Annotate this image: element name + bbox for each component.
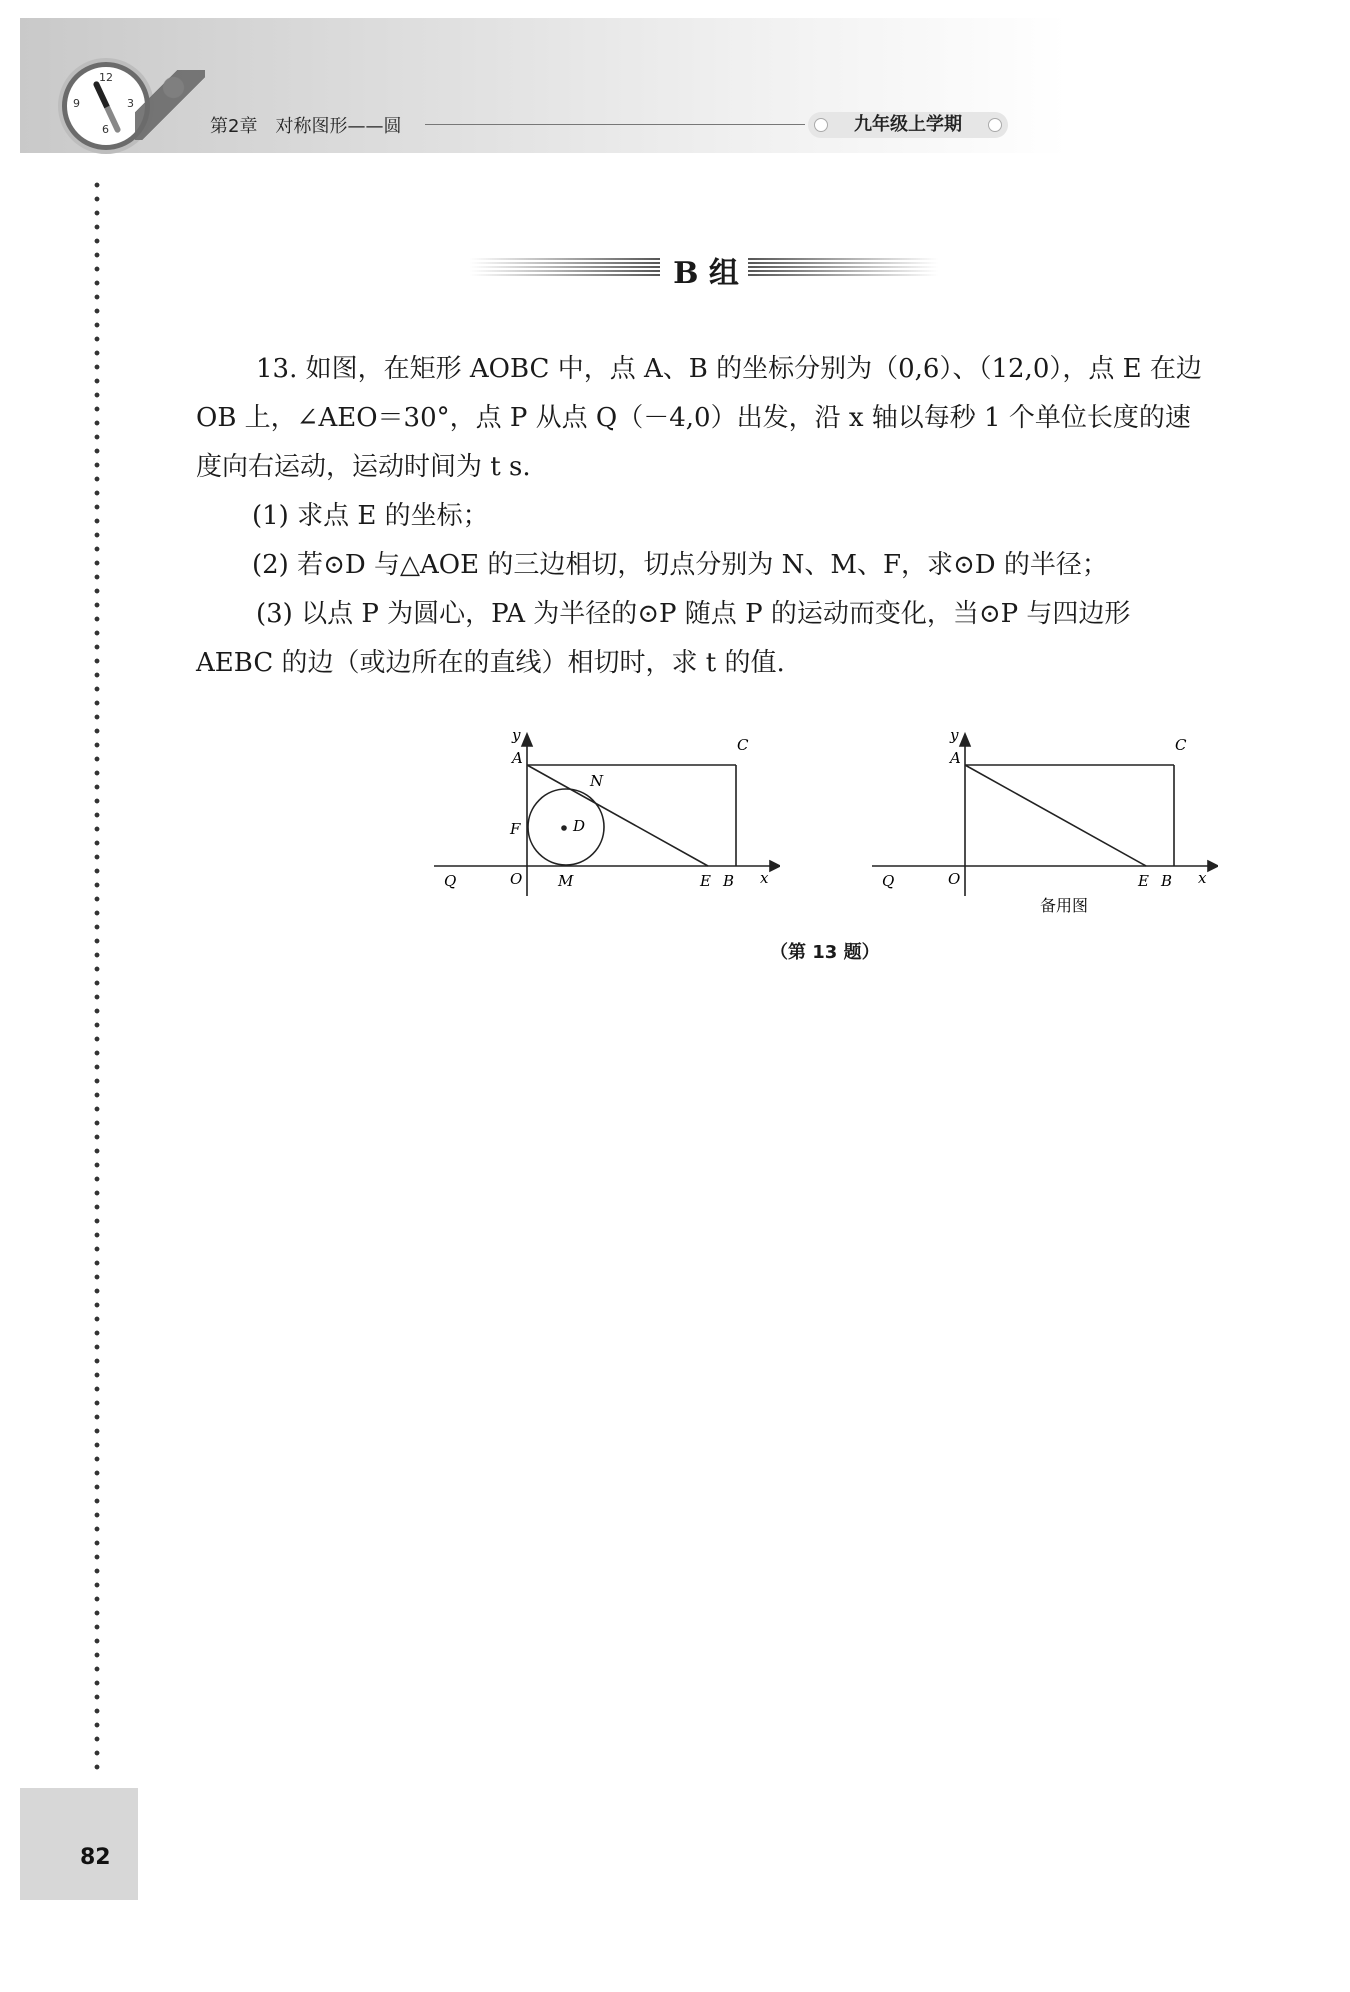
problem-part-3: (3) 以点 P 为圆心，PA 为半径的⊙P 随点 P 的运动而变化，当⊙P 与四边形 AEBC 的边（或边所在的直线）相切时，求 t 的值. [196,599,1131,678]
label-A: A [950,749,961,767]
label-B: B [723,872,735,890]
runner-icon [135,70,205,140]
label-x: x [760,869,769,887]
figure-left [430,718,780,898]
label-D: D [573,817,586,835]
x-axis-arrow [1208,861,1218,871]
problem-stem: 13. 如图，在矩形 AOBC 中，点 A、B 的坐标分别为（0,6）、（12,0），点 E 在边 OB 上，∠AEO＝30°，点 P 从点 Q（－4,0）出发，沿 x 轴以每秒 1 个单位长度的速度向右运动，运动时间为 t s. [196,354,1202,482]
label-x: x [1198,869,1207,887]
problem-13 [196,345,1212,688]
label-B: B [1161,872,1173,890]
segment-AE [527,765,708,866]
y-axis-arrow [522,734,532,746]
problem-part-2: (2) 若⊙D 与△AOE 的三边相切，切点分别为 N、M、F，求⊙D 的半径； [252,550,1108,580]
label-E: E [1138,872,1149,890]
section-title: B 组 [673,256,739,291]
clock-digit-9: 9 [73,97,80,110]
y-axis-arrow [960,734,970,746]
figure-caption: （第 13 题） [770,942,880,963]
label-C: C [737,736,749,754]
segment-AE [965,765,1146,866]
center-D [561,825,567,831]
label-O: O [948,870,961,888]
label-y: y [950,726,959,744]
label-y: y [512,726,521,744]
header-rule [425,124,805,125]
margin-dotted-line [94,178,100,1776]
page-number: 82 [80,1845,111,1870]
clock-digit-12: 12 [99,71,113,84]
label-E: E [700,872,711,890]
chapter-title: 第2章 对称图形——圆 [210,116,402,137]
problem-part-1: (1) 求点 E 的坐标； [252,501,489,531]
label-F: F [510,820,521,838]
clock-digit-6: 6 [102,123,109,136]
figure-right [868,718,1218,928]
label-M: M [558,872,574,890]
label-O: O [510,870,523,888]
label-A: A [512,749,523,767]
label-N: N [590,772,604,790]
section-rule-left [470,258,660,276]
clock-digit-3: 3 [127,97,134,110]
page-number-box [20,1788,138,1900]
spare-figure-caption: 备用图 [1040,896,1089,915]
grade-label: 九年级上学期 [808,112,1008,138]
x-axis-arrow [770,861,780,871]
label-C: C [1175,736,1187,754]
label-Q: Q [882,872,895,890]
section-rule-right [748,258,938,276]
label-Q: Q [444,872,457,890]
